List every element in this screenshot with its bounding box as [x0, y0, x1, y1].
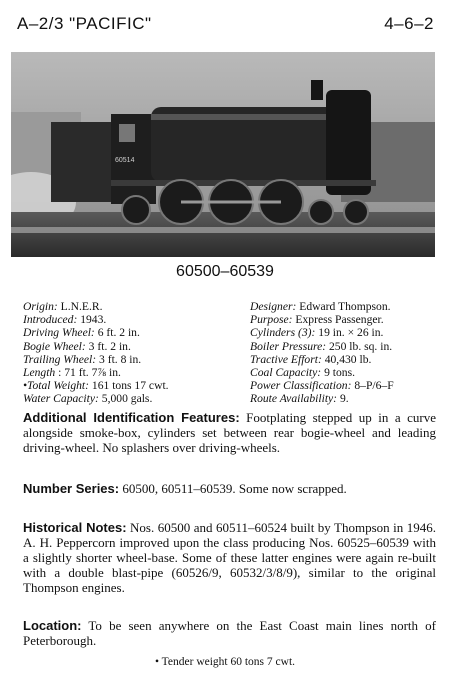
location [23, 618, 436, 648]
spec-row: Water Capacity: 5,000 gals. [23, 392, 153, 406]
spec-row: Bogie Wheel: 3 ft. 2 in. [23, 339, 131, 353]
spec-row: Length : 71 ft. 7⅞ in. [23, 366, 121, 380]
specs-left-column [23, 300, 228, 406]
number-series [23, 481, 436, 496]
spec-row: Designer: Edward Thompson. [250, 300, 391, 313]
spec-row: Cylinders (3): 19 in. × 26 in. [250, 326, 384, 340]
spec-row: Purpose: Express Passenger. [250, 313, 384, 327]
wheel-arrangement: 4–6–2 [384, 14, 434, 33]
spec-row: Driving Wheel: 6 ft. 2 in. [23, 326, 140, 340]
class-name: A–2/3 "PACIFIC" [17, 14, 152, 33]
historical-notes [23, 520, 436, 595]
spec-row: Introduced: 1943. [23, 313, 107, 327]
spec-row: Route Availability: 9. [250, 392, 349, 406]
number-series-heading: Number Series: [23, 481, 120, 496]
identification-text: Footplating stepped up in a curve alongside smoke-box, cylinders set between rear bogie-wheel and leading driving-wheel. No splashers over driving-wheels. [23, 410, 436, 455]
spec-row: Tractive Effort: 40,430 lb. [250, 352, 372, 366]
spec-row: Boiler Pressure: 250 lb. sq. in. [250, 339, 393, 353]
number-series-text: 60500, 60511–60539. Some now scrapped. [119, 481, 347, 496]
spec-row: Power Classification: 8–P/6–F [250, 379, 394, 393]
historical-heading: Historical Notes: [23, 520, 127, 535]
page-header [17, 14, 434, 40]
spec-row: Coal Capacity: 9 tons. [250, 366, 355, 380]
identification-heading: Additional Identification Features: [23, 410, 240, 425]
identification-features [23, 410, 436, 455]
historical-text: Nos. 60500 and 60511–60524 built by Thompson in 1946. A. H. Peppercorn improved upon the class producing Nos. 60525–60539 with a slightly shorter wheel-base. Some of these latter engines were again re-built with a double blast-pipe (60526/9, 60532/3/8/9), similar to the original Thompson engines. [23, 520, 436, 595]
location-text: To be seen anywhere on the East Coast main lines north of Peterborough. [23, 618, 436, 648]
location-heading: Location: [23, 618, 82, 633]
spec-row: •Total Weight: 161 tons 17 cwt. [23, 379, 169, 393]
number-range: 60500–60539 [176, 263, 274, 280]
locomotive-photo [11, 52, 435, 257]
engine-number-text: 60514 [115, 157, 135, 164]
footnote: • Tender weight 60 tons 7 cwt. [154, 656, 296, 668]
spec-row: Origin: L.N.E.R. [23, 300, 103, 313]
spec-row: Trailing Wheel: 3 ft. 8 in. [23, 352, 142, 366]
specs-right-column [250, 300, 450, 406]
